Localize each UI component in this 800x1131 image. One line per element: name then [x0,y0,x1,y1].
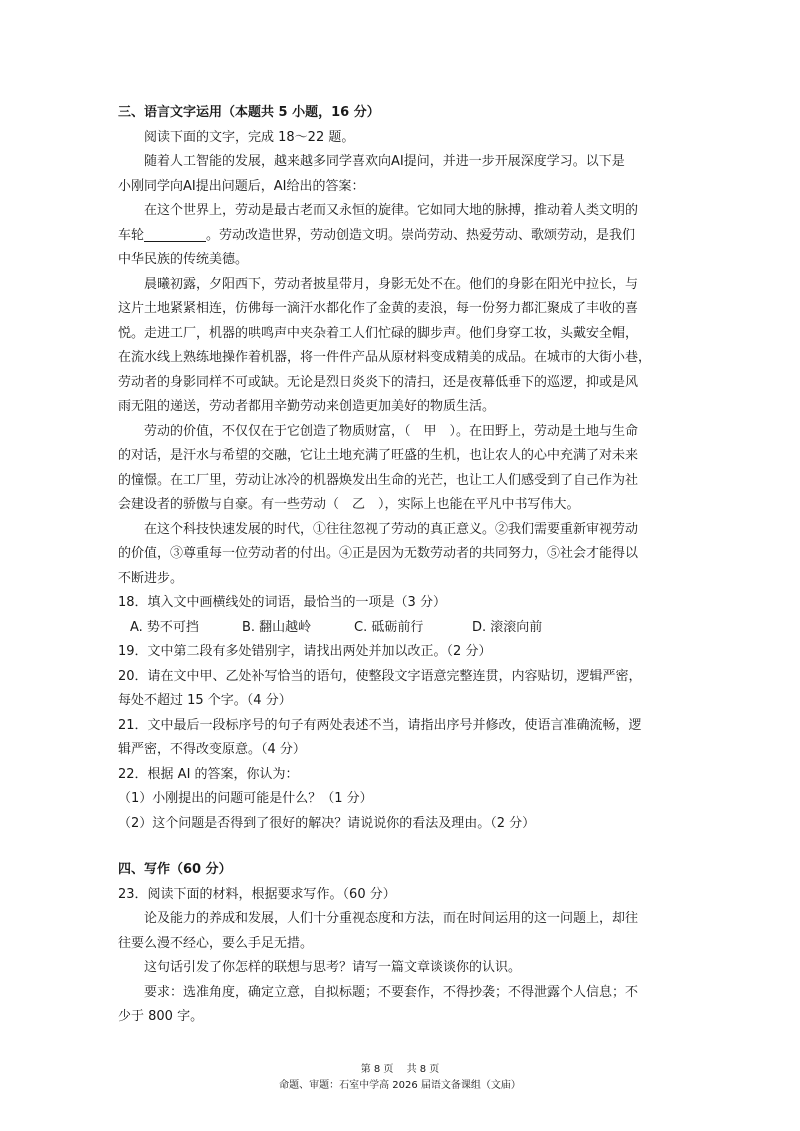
ai-answer-p2: 这片土地紧紧相连，仿佛每一滴汗水都化作了金黄的麦浪，每一份努力都汇聚成了丰收的喜 [118,301,639,316]
ai-answer-p4: 在这个科技快速发展的时代，①往往忽视了劳动的真正意义。②我们需要重新审视劳动 [144,521,639,537]
question-19: 19．文中第二段有多处错别字，请找出两处并加以改正。（2 分） [118,644,492,659]
ai-answer-p3: 劳动的价值，不仅仅在于它创造了物质财富，（ 甲 ）。在田野上，劳动是土地与生命 [144,423,639,439]
option-d: D. 滚滚向前 [472,619,543,635]
question-22: 22．根据 AI 的答案，你认为： [118,766,299,782]
ai-answer-p2: 劳动者的身影同样不可或缺。无论是烈日炎炎下的清扫，还是夜幕低垂下的巡逻，抑或是风 [118,374,639,390]
exam-content [118,101,688,1030]
p1-text: 车轮 [118,227,145,243]
ai-answer-p2: 在流水线上熟练地操作着机器，将一件件产品从原材料变成精美的成品。在城市的大街小巷， [118,350,652,365]
option-b: B. 翻山越岭 [242,619,312,635]
question-22-part2: （2）这个问题是否得到了很好的解决？请说说你的看法及理由。（2 分） [118,815,536,831]
ai-answer-p1: 在这个世界上，劳动是最古老而又永恒的旋律。它如同大地的脉搏，推动着人类文明的 [144,203,639,218]
fill-blank-line [144,226,206,242]
section4-heading: 四、写作（60 分） [118,862,232,877]
question-20: 每处不超过 15 个字。（4 分） [118,693,292,708]
question-21: 21．文中最后一段标序号的句子有两处表述不当，请指出序号并修改，使语言准确流畅，逻 [118,717,642,733]
ai-answer-p1: 中华民族的传统美德。 [118,252,249,267]
ai-answer-p1 [118,224,688,249]
question-20: 20．请在文中甲、乙处补写恰当的语句，使整段文字语意完整连贯，内容贴切，逻辑严密， [118,668,642,684]
writing-prompt: 这句话引发了你怎样的联想与思考？请写一篇文章谈谈你的认识。 [144,960,522,975]
ai-answer-p2: 雨无阻的递送，劳动者都用辛勤劳动来创造更加美好的物质生活。 [118,399,496,414]
writing-requirements: 少于 800 字。 [118,1009,204,1024]
question-21: 辑严密，不得改变原意。（4 分） [118,742,306,757]
intro-line: 随着人工智能的发展，越来越多同学喜欢向AI提问，并进一步开展深度学习。以下是 [144,154,625,169]
ai-answer-p2: 晨曦初露，夕阳西下，劳动者披星带月，身影无处不在。他们的身影在阳光中拉长，与 [144,276,639,292]
ai-answer-p4: 的价值，③尊重每一位劳动者的付出。④正是因为无数劳动者的共同努力，⑤社会才能得以 [118,546,639,561]
writing-material: 论及能力的养成和发展，人们十分重视态度和方法，而在时间运用的这一问题上，却往 [144,911,639,926]
p1-text: 。劳动改造世界，劳动创造文明。崇尚劳动、热爱劳动、歌颂劳动，是我们 [206,227,636,243]
option-c: C. 砥砺前行 [354,619,424,635]
question-22-part1: （1）小刚提出的问题可能是什么？（1 分） [118,791,373,806]
writing-material: 往要么漫不经心，要么手足无措。 [118,935,314,951]
page-number: 第 8 页 共 8 页 [360,1064,440,1075]
section-spacer [118,836,688,858]
q18-options [118,616,688,641]
question-18: 18．填入文中画横线处的词语，最恰当的一项是（3 分） [118,595,446,610]
footer-credit: 命题、审题：石室中学高 2026 届语文备课组（文庙） [279,1080,521,1091]
writing-requirements: 要求：选准角度，确定立意，自拟标题；不要套作，不得抄袭；不得泄露个人信息；不 [144,984,639,1000]
section3-heading: 三、语言文字运用（本题共 5 小题，16 分） [118,105,380,120]
intro-line: 小刚同学向AI提出问题后，AI给出的答案： [118,178,365,194]
ai-answer-p3: 会建设者的骄傲与自豪。有一些劳动（ 乙 ），实际上也能在平凡中书写伟大。 [118,497,580,512]
reading-instruction: 阅读下面的文字，完成 18～22 题。 [144,129,355,145]
question-23: 23．阅读下面的材料，根据要求写作。（60 分） [118,886,396,902]
ai-answer-p3: 的对话，是汗水与希望的交融，它让土地充满了旺盛的生机，也让农人的心中充满了对未来 [118,448,639,463]
ai-answer-p3: 的憧憬。在工厂里，劳动让冰冷的机器焕发出生命的光芒，也让工人们感受到了自己作为社 [118,472,639,488]
ai-answer-p4: 不断进步。 [118,570,184,586]
ai-answer-p2: 悦。走进工厂，机器的哄鸣声中夹杂着工人们忙碌的脚步声。他们身穿工妆，头戴安全帽， [118,325,639,341]
option-a: A. 势不可挡 [130,619,199,635]
